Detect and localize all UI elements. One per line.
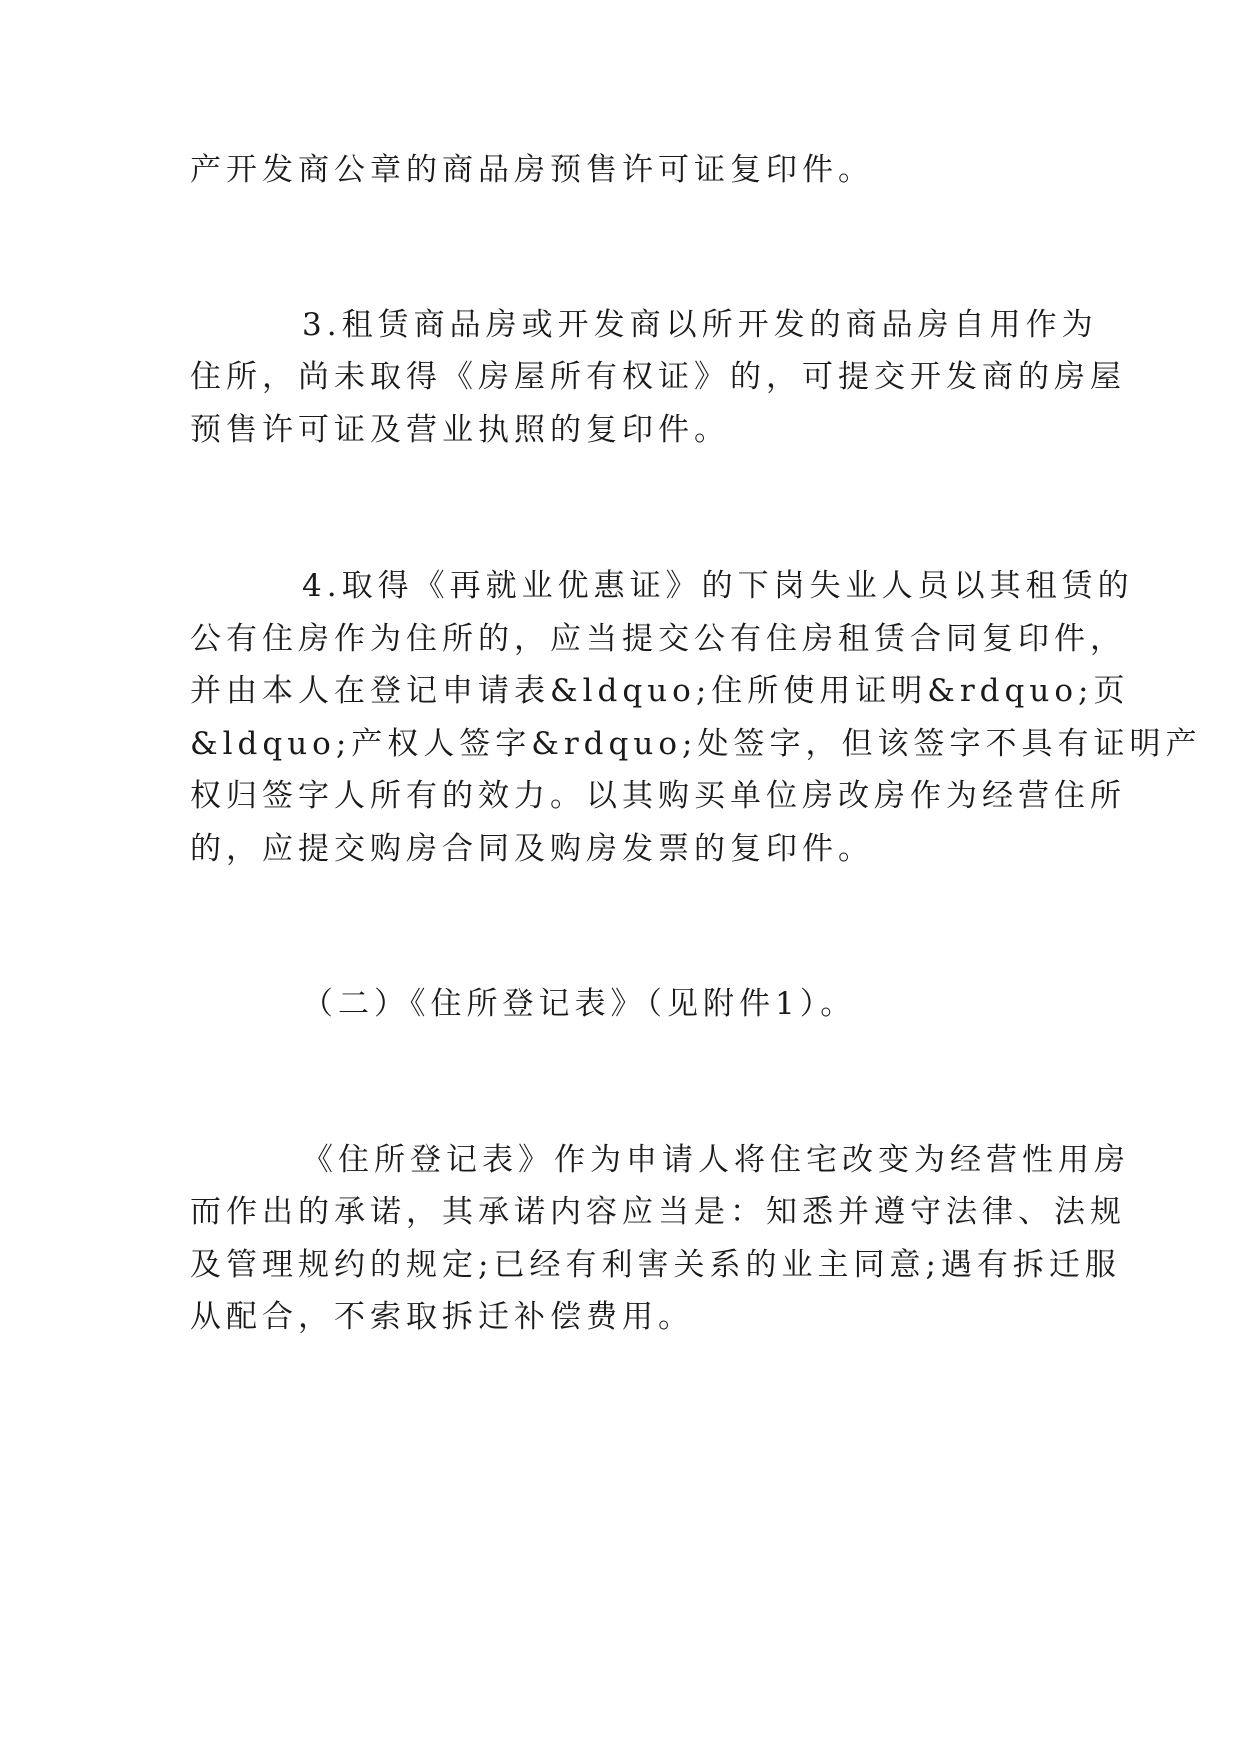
paragraph-5-line-3: 及管理规约的规定;已经有利害关系的业主同意;遇有拆迁服 xyxy=(190,1247,1121,1283)
paragraph-4-line-1: （二）《住所登记表》（见附件1）。 xyxy=(302,986,857,1022)
paragraph-3-line-3: 并由本人在登记申请表&ldquo;住所使用证明&rdquo;页 xyxy=(190,673,1130,709)
paragraph-3-line-5: 权归签字人所有的效力。以其购买单位房改房作为经营住所 xyxy=(190,778,1126,814)
paragraph-3-line-2: 公有住房作为住所的，应当提交公有住房租赁合同复印件， xyxy=(190,621,1126,657)
paragraph-5-line-1: 《住所登记表》作为申请人将住宅改变为经营性用房 xyxy=(302,1142,1130,1178)
paragraph-5-line-4: 从配合，不索取拆迁补偿费用。 xyxy=(190,1299,694,1335)
paragraph-5-line-2: 而作出的承诺，其承诺内容应当是：知悉并遵守法律、法规 xyxy=(190,1194,1126,1230)
paragraph-1-line-1: 产开发商公章的商品房预售许可证复印件。 xyxy=(190,152,874,188)
paragraph-2-line-2: 住所，尚未取得《房屋所有权证》的，可提交开发商的房屋 xyxy=(190,359,1126,395)
paragraph-2-line-1: 3.租赁商品房或开发商以所开发的商品房自用作为 xyxy=(302,307,1098,343)
paragraph-3-line-6: 的，应提交购房合同及购房发票的复印件。 xyxy=(190,831,874,867)
paragraph-2-line-3: 预售许可证及营业执照的复印件。 xyxy=(190,412,730,448)
paragraph-3-line-1: 4.取得《再就业优惠证》的下岗失业人员以其租赁的 xyxy=(302,568,1134,604)
paragraph-3-line-4: &ldquo;产权人签字&rdquo;处签字，但该签字不具有证明产 xyxy=(190,726,1202,762)
